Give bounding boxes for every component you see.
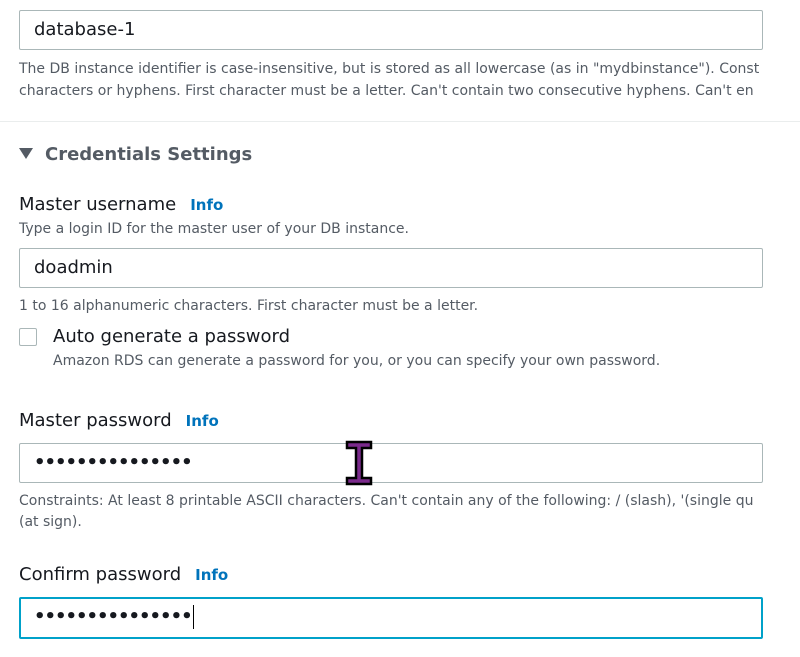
master-username-value: doadmin bbox=[34, 257, 113, 278]
db-instance-identifier-value: database-1 bbox=[34, 19, 136, 40]
text-cursor-icon bbox=[344, 440, 374, 486]
master-password-constraint-line-2: (at sign). bbox=[19, 514, 82, 530]
master-username-label: Master username bbox=[19, 194, 177, 215]
master-username-input[interactable] bbox=[19, 248, 763, 288]
master-password-label: Master password bbox=[19, 410, 172, 431]
master-password-constraint-line-1: Constraints: At least 8 printable ASCII characters. Can't contain any of the following: / (slash), '(single qu bbox=[19, 493, 754, 509]
master-password-masked-value: ••••••••••••••• bbox=[34, 452, 192, 473]
confirm-password-input[interactable] bbox=[19, 597, 763, 639]
master-username-label-row bbox=[19, 193, 223, 217]
section-divider bbox=[0, 121, 800, 122]
confirm-password-label: Confirm password bbox=[19, 564, 182, 585]
confirm-password-label-row bbox=[19, 563, 228, 587]
master-password-info-link[interactable]: Info bbox=[185, 412, 219, 430]
master-password-label-row bbox=[19, 409, 219, 433]
db-identifier-hint-line-1: The DB instance identifier is case-insensitive, but is stored as all lowercase (as in "mydbinstance"). Const bbox=[19, 61, 760, 77]
db-identifier-hint-line-2: characters or hyphens. First character must be a letter. Can't contain two consecutive hyphens. Can't en bbox=[19, 83, 754, 99]
master-username-description: Type a login ID for the master user of your DB instance. bbox=[19, 221, 409, 237]
credentials-settings-toggle[interactable] bbox=[19, 143, 252, 167]
text-caret bbox=[193, 605, 194, 629]
confirm-password-masked-value: ••••••••••••••• bbox=[34, 606, 192, 627]
master-username-constraint: 1 to 16 alphanumeric characters. First character must be a letter. bbox=[19, 298, 479, 314]
credentials-settings-title: Credentials Settings bbox=[45, 144, 253, 165]
master-username-info-link[interactable]: Info bbox=[190, 196, 224, 214]
caret-down-icon bbox=[19, 148, 33, 159]
auto-generate-password-description: Amazon RDS can generate a password for you, or you can specify your own password. bbox=[53, 353, 661, 369]
master-password-input[interactable] bbox=[19, 443, 763, 483]
auto-generate-password-label[interactable]: Auto generate a password bbox=[53, 326, 290, 347]
confirm-password-info-link[interactable]: Info bbox=[195, 566, 229, 584]
auto-generate-password-checkbox[interactable] bbox=[19, 328, 37, 346]
db-instance-identifier-input[interactable] bbox=[19, 10, 763, 50]
